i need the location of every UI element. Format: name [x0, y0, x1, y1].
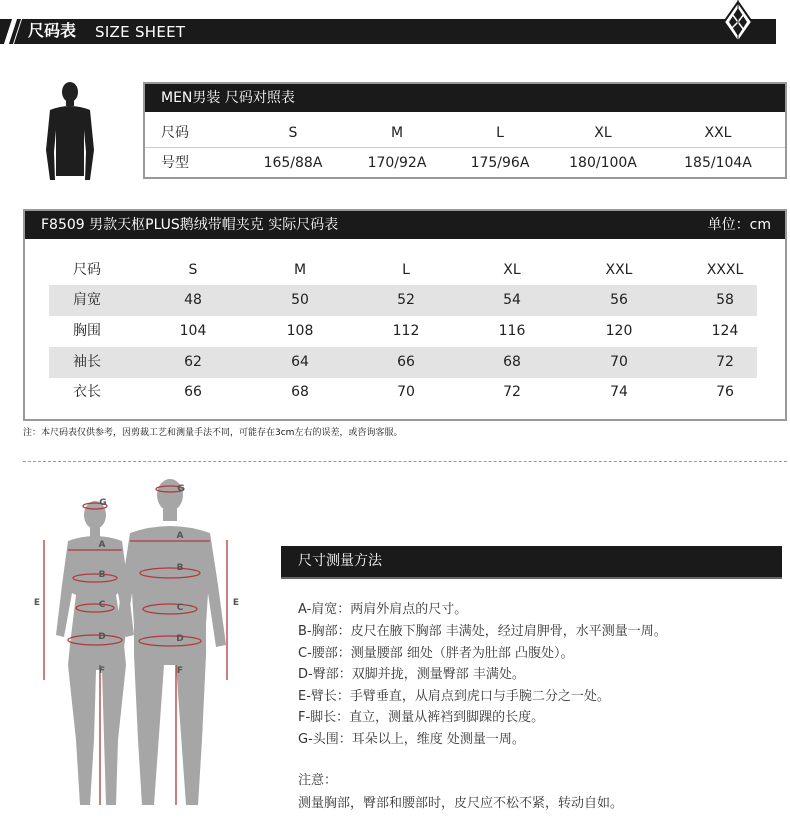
cell: M: [293, 262, 307, 278]
cell: 66: [184, 384, 202, 400]
measure-title-bar: [281, 546, 782, 577]
cell: 185/104A: [684, 155, 752, 171]
measure-note-text: 测量胸部，臀部和腰部时，皮尺应不松不紧，转动自如。: [298, 796, 624, 811]
label-d-female: D: [98, 632, 106, 642]
cell: 74: [610, 384, 628, 400]
measure-line: B-胸部：皮尺在腋下胸部 丰满处，经过肩胛骨，水平测量一周。: [298, 624, 667, 639]
men-table-row: [145, 119, 785, 147]
cell: M: [390, 125, 404, 141]
measure-title-underline: [281, 577, 782, 579]
measure-line: C-腰部：测量腰部 细处（胖者为肚部 凸腹处）。: [298, 646, 574, 661]
cell: S: [188, 262, 198, 278]
label-e-left: E: [33, 598, 41, 608]
cell: 64: [291, 354, 309, 370]
cell: 52: [397, 292, 415, 308]
cell: 108: [286, 323, 314, 339]
row-label: 号型: [161, 155, 189, 171]
cell: S: [288, 125, 298, 141]
cell: 50: [291, 292, 309, 308]
cell: XXL: [605, 262, 633, 278]
cell: 104: [179, 323, 207, 339]
measure-line: F-脚长：直立，测量从裤裆到脚踝的长度。: [298, 710, 545, 725]
body-measurement-figures: [30, 475, 255, 815]
cell: 68: [503, 354, 521, 370]
cell: 124: [711, 323, 739, 339]
product-table-row: [49, 285, 757, 316]
cell: 62: [184, 354, 202, 370]
measure-line: G-头围：耳朵以上，维度 处测量一周。: [298, 732, 525, 747]
cell: XL: [594, 125, 612, 141]
cell: XL: [503, 262, 521, 278]
cell: 70: [397, 384, 415, 400]
man-silhouette-icon: [38, 80, 102, 188]
cell: 72: [716, 354, 734, 370]
cell: 58: [716, 292, 734, 308]
product-table-row: [49, 347, 757, 378]
men-table-row: [145, 149, 785, 177]
cell: XXXL: [706, 262, 744, 278]
measure-line: A-肩宽：两肩外肩点的尺寸。: [298, 602, 468, 617]
label-a-male: A: [176, 531, 184, 541]
cell: 54: [503, 292, 521, 308]
size-table-note: 注：本尺码表仅供参考，因剪裁工艺和测量手法不同，可能存在3cm左右的误差，或咨询客服。: [23, 428, 403, 438]
cell: 175/96A: [470, 155, 530, 171]
label-d-male: D: [176, 634, 184, 644]
label-g-male: G: [177, 484, 185, 494]
cell: 70: [610, 354, 628, 370]
cell: 170/92A: [367, 155, 427, 171]
row-label: 肩宽: [73, 292, 101, 308]
label-b-male: B: [176, 563, 184, 573]
female-figure: [56, 501, 134, 805]
cell: XXL: [704, 125, 732, 141]
cell: L: [496, 125, 504, 141]
men-table-title: MEN男装 尺码对照表: [145, 84, 785, 112]
row-label: 胸围: [73, 323, 101, 339]
label-a-female: A: [98, 540, 106, 550]
label-c-female: C: [98, 600, 106, 610]
cell: 66: [397, 354, 415, 370]
header-subtitle: SIZE SHEET: [95, 23, 186, 41]
product-table-row: [49, 377, 757, 408]
label-e-right: E: [232, 598, 240, 608]
measure-line: E-臂长：手臂垂直，从肩点到虎口与手腕二分之一处。: [298, 689, 610, 704]
label-c-male: C: [176, 603, 184, 613]
male-figure: [114, 479, 226, 805]
row-label: 尺码: [73, 262, 101, 278]
label-g-female: G: [99, 498, 107, 508]
cell: L: [402, 262, 410, 278]
header-title: 尺码表: [28, 21, 77, 40]
label-f-female: F: [98, 666, 106, 676]
men-table-divider: [145, 147, 785, 148]
cell: 48: [184, 292, 202, 308]
cell: 72: [503, 384, 521, 400]
cell: 76: [716, 384, 734, 400]
brand-logo-icon: [718, 0, 758, 44]
row-label: 衣长: [73, 384, 101, 400]
product-table-row: [49, 316, 757, 347]
dashed-divider: [23, 461, 787, 462]
cell: 68: [291, 384, 309, 400]
cell: 116: [498, 323, 526, 339]
product-table-row: [49, 255, 757, 286]
product-table-unit: 单位：cm: [707, 217, 771, 233]
measure-line: D-臀部：双脚并拢，测量臀部 丰满处。: [298, 667, 525, 682]
label-b-female: B: [98, 570, 106, 580]
cell: 165/88A: [263, 155, 323, 171]
cell: 56: [610, 292, 628, 308]
measure-title: 尺寸测量方法: [298, 553, 382, 569]
cell: 120: [605, 323, 633, 339]
product-table-title: F8509 男款天枢PLUS鹅绒带帽夹克 实际尺码表: [41, 217, 339, 233]
row-label: 袖长: [73, 354, 101, 370]
cell: 112: [392, 323, 420, 339]
row-label: 尺码: [161, 125, 189, 141]
cell: 180/100A: [569, 155, 637, 171]
product-table-title-bar: [25, 211, 785, 239]
label-f-male: F: [176, 666, 184, 676]
measure-note-title: 注意：: [298, 773, 338, 788]
